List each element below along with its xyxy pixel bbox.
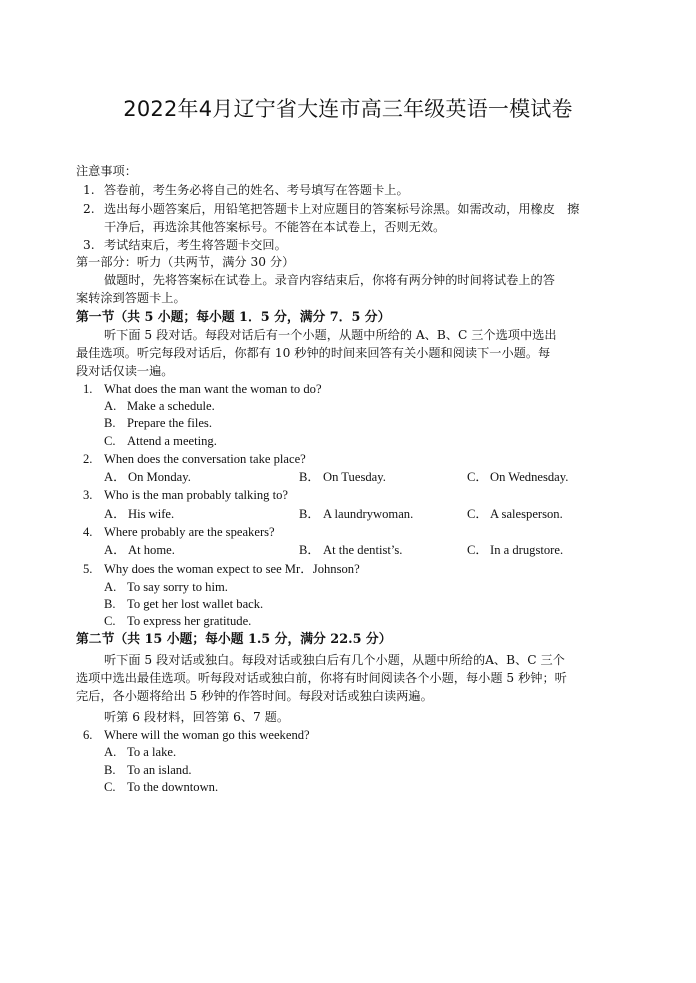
option-text: On Wednesday.	[490, 470, 569, 484]
notice-item-number: 1.	[83, 183, 95, 197]
option-label: C.	[104, 614, 116, 628]
option-label: A.	[104, 745, 117, 759]
notice-item-continuation: 干净后，再选涂其他答案标号。不能答在本试卷上，否则无效。	[104, 220, 446, 234]
option-label: C.	[104, 434, 116, 448]
option-text: To a lake.	[127, 745, 177, 759]
option-label: B．	[299, 543, 320, 557]
notice-item-text: 考试结束后，考生将答题卡交回。	[104, 238, 287, 252]
option-label: C．	[467, 507, 488, 521]
option-text: To the downtown.	[127, 780, 219, 794]
section2-heading: 第二节（共 15 小题；每小题 1.5 分，满分 22.5 分）	[76, 632, 392, 647]
option-text: A salesperson.	[490, 507, 563, 521]
question-text: When does the conversation take place?	[104, 452, 306, 466]
section1-intro: 最佳选项。听完每段对话后，你都有 10 秒钟的时间来回答有关小题和阅读下一小题。每	[76, 346, 551, 360]
question-text: Where will the woman go this weekend?	[104, 728, 310, 742]
option-text: On Monday.	[128, 470, 191, 484]
option-label: B．	[299, 507, 320, 521]
option-label: A.	[104, 399, 117, 413]
option-text: Prepare the files.	[127, 416, 212, 430]
part1-intro: 案转涂到答题卡上。	[76, 291, 186, 305]
section1-heading: 第一节（共 5 小题；每小题 1．5 分，满分 7．5 分）	[76, 310, 391, 325]
option-label: B.	[104, 416, 116, 430]
option-text: A laundrywoman.	[323, 507, 414, 521]
section1-intro: 听下面 5 段对话。每段对话后有一个小题，从题中所给的 A、B、C 三个选项中选出	[104, 328, 557, 342]
question-text: Why does the woman expect to see Mr．Johnson?	[104, 562, 360, 576]
section2-intro: 听下面 5 段对话或独白。每段对话或独白后有几个小题，从题中所给的A、B、C 三个	[104, 653, 565, 667]
notice-heading: 注意事项：	[76, 164, 137, 178]
option-text: Make a schedule.	[127, 399, 215, 413]
question-number: 3.	[83, 488, 93, 502]
notice-item-text: 选出每小题答案后，用铅笔把答题卡上对应题目的答案标号涂黑。如需改动，用橡皮 擦	[104, 202, 580, 216]
question-text: Where probably are the speakers?	[104, 525, 275, 539]
option-text: To get her lost wallet back.	[127, 597, 264, 611]
option-label: B．	[299, 470, 320, 484]
option-label: C．	[467, 470, 488, 484]
question-text: Who is the man probably talking to?	[104, 488, 288, 502]
option-text: To express her gratitude.	[127, 614, 252, 628]
option-text: In a drugstore.	[490, 543, 564, 557]
notice-item-number: 3.	[83, 238, 95, 252]
material-instruction: 听第 6 段材料，回答第 6、7 题。	[104, 710, 290, 724]
exam-title: 2022年4月辽宁省大连市高三年级英语一模试卷	[123, 97, 573, 121]
option-text: Attend a meeting.	[127, 434, 217, 448]
option-label: C.	[104, 780, 116, 794]
option-text: On Tuesday.	[323, 470, 386, 484]
option-label: B.	[104, 763, 116, 777]
notice-item-number: 2.	[83, 202, 95, 216]
section1-intro: 段对话仅读一遍。	[76, 364, 174, 378]
option-label: A.	[104, 580, 117, 594]
option-label: A．	[104, 543, 126, 557]
question-number: 6.	[83, 728, 93, 742]
section2-intro: 选项中选出最佳选项。听每段对话或独白前，你将有时间阅读各个小题，每小题 5 秒钟；听	[76, 671, 567, 685]
part1-heading: 第一部分：听力（共两节，满分 30 分）	[76, 255, 295, 269]
option-label: B.	[104, 597, 116, 611]
option-text: To say sorry to him.	[127, 580, 228, 594]
section2-intro: 完后，各小题将给出 5 秒钟的作答时间。每段对话或独白读两遍。	[76, 689, 433, 703]
question-text: What does the man want the woman to do?	[104, 382, 322, 396]
option-label: A．	[104, 507, 126, 521]
part1-intro: 做题时，先将答案标在试卷上。录音内容结束后，你将有两分钟的时间将试卷上的答	[104, 273, 555, 287]
option-text: At the dentist’s.	[323, 543, 403, 557]
option-label: A．	[104, 470, 126, 484]
question-number: 2.	[83, 452, 93, 466]
option-text: To an island.	[127, 763, 192, 777]
option-text: At home.	[128, 543, 175, 557]
option-text: His wife.	[128, 507, 175, 521]
notice-item-text: 答卷前，考生务必将自己的姓名、考号填写在答题卡上。	[104, 183, 409, 197]
option-label: C．	[467, 543, 488, 557]
question-number: 4.	[83, 525, 93, 539]
question-number: 5.	[83, 562, 93, 576]
question-number: 1.	[83, 382, 93, 396]
